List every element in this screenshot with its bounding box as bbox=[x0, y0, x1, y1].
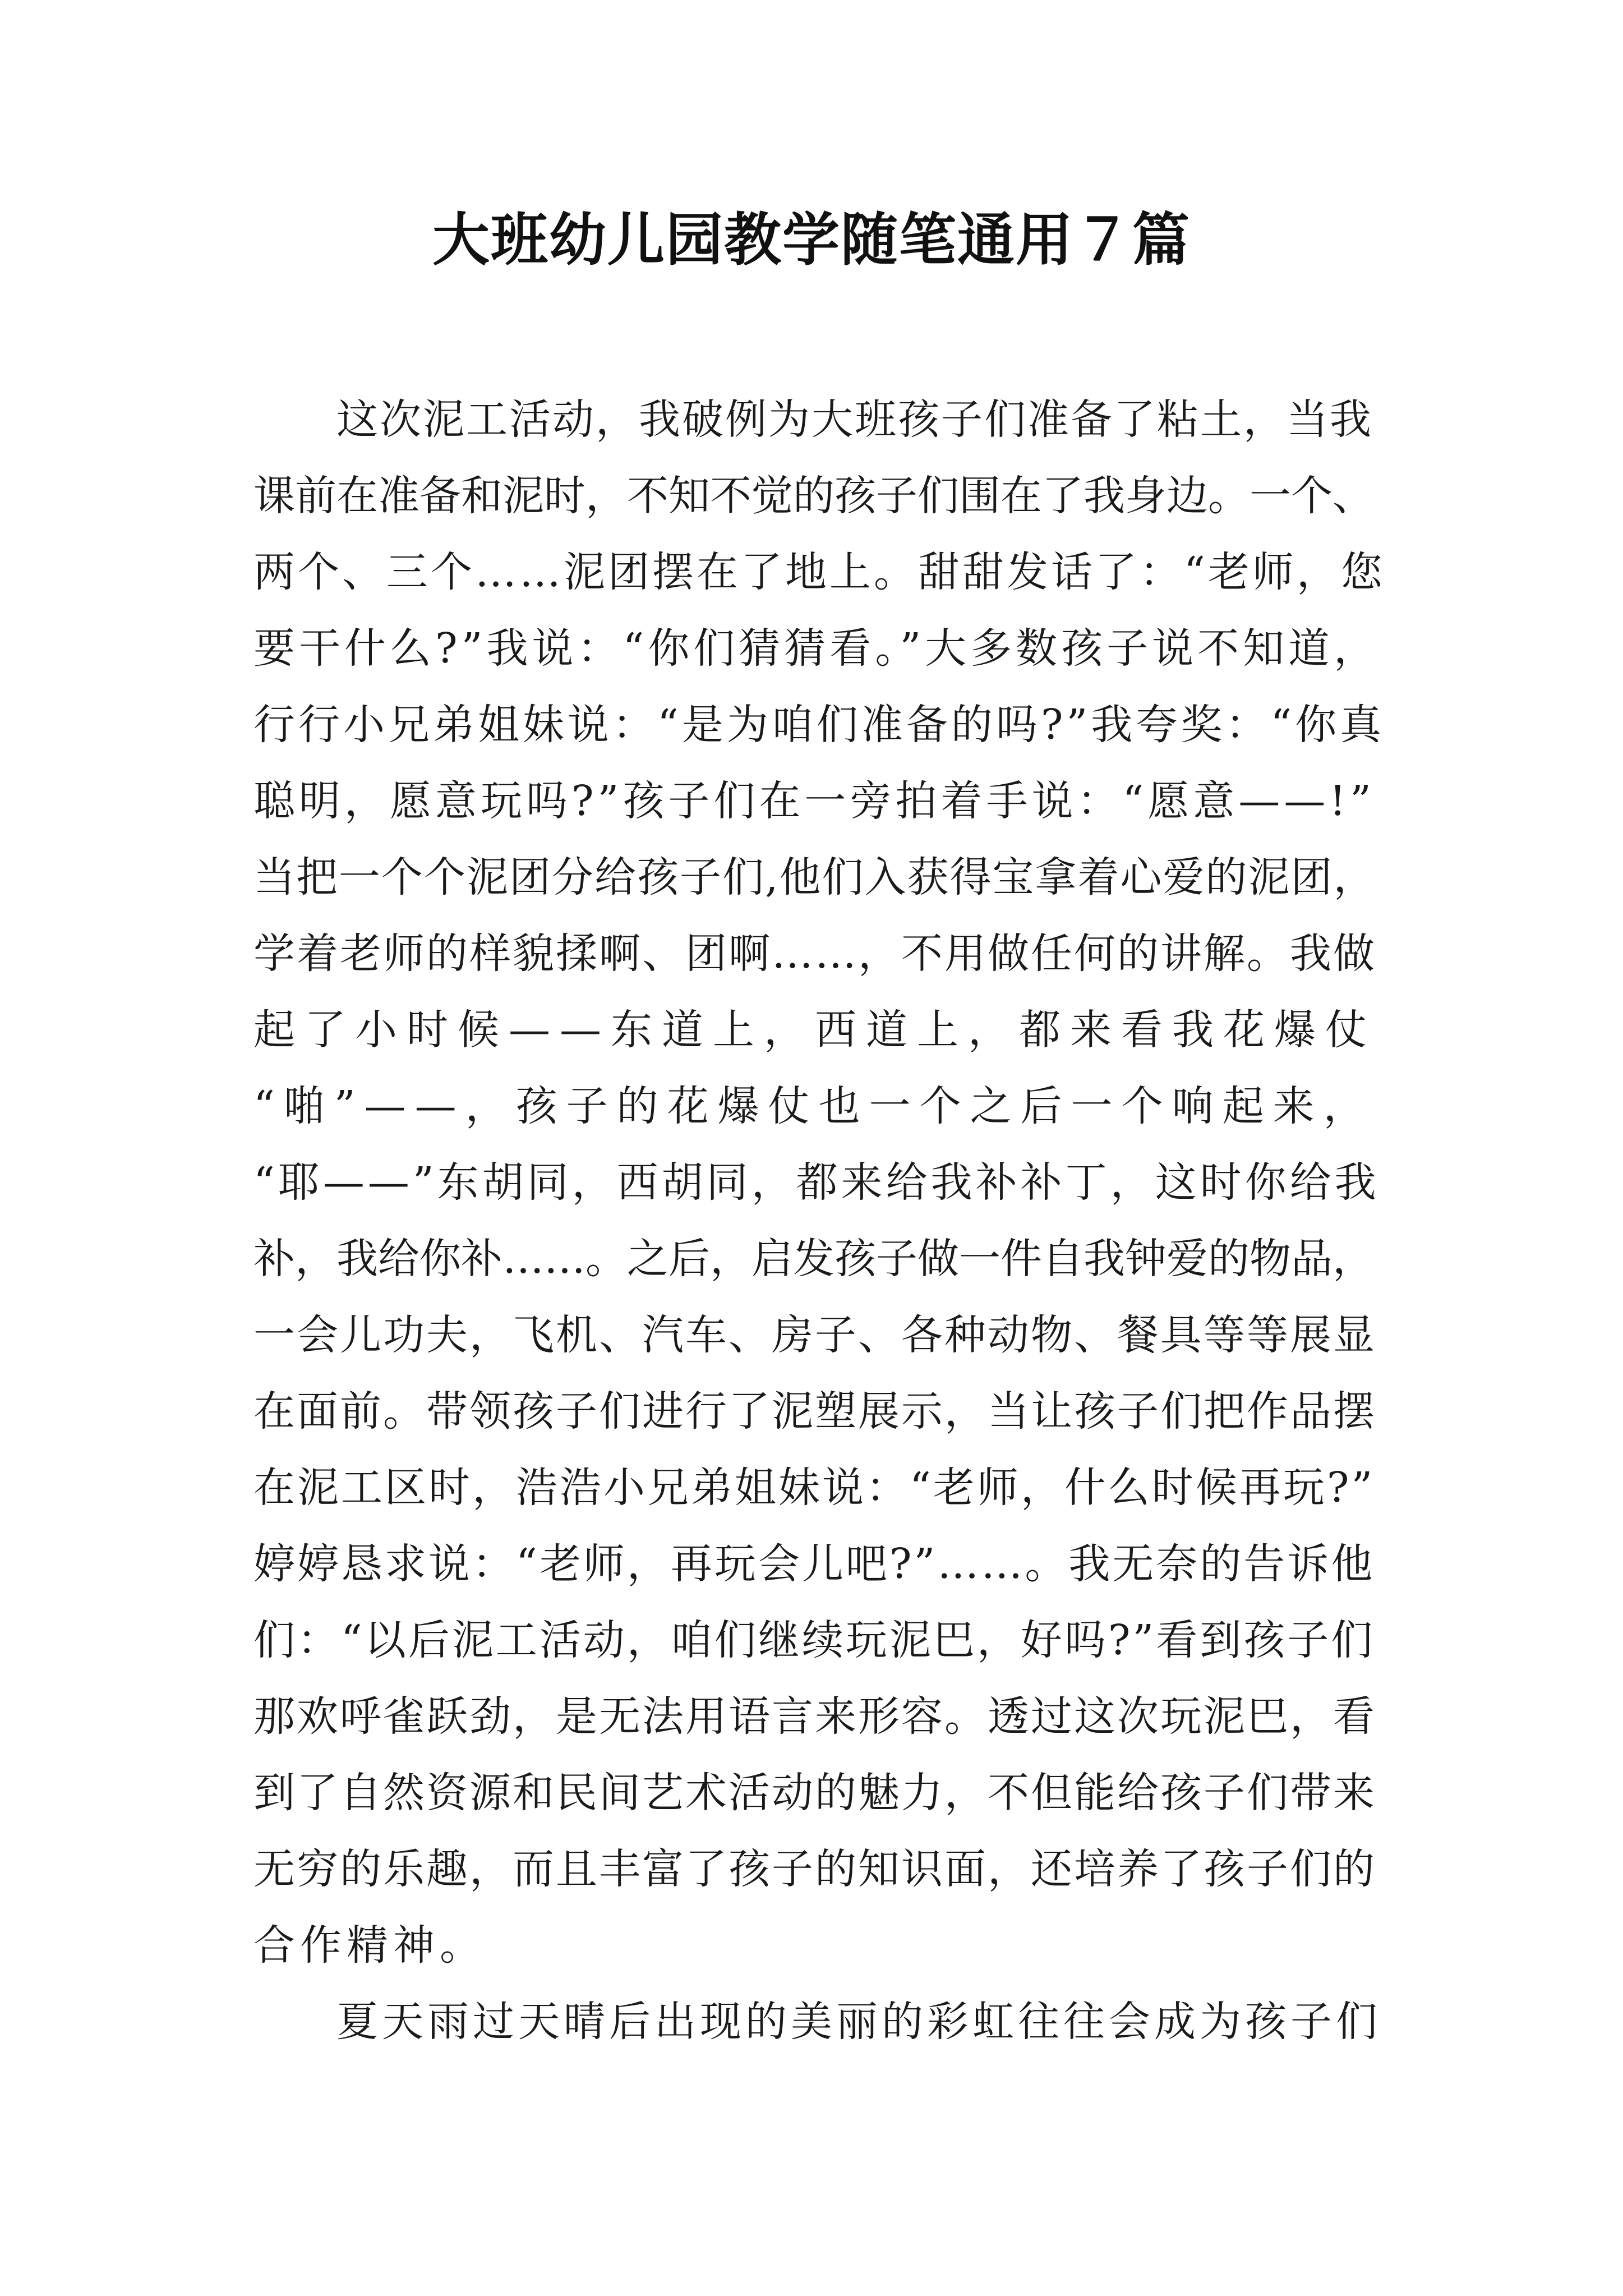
text-line: 那欢呼雀跃劲，是无法用语言来形容。透过这次玩泥巴，看 bbox=[253, 1692, 1376, 1741]
text-line: 课前在准备和泥时，不知不觉的孩子们围在了我身边。一个、 bbox=[253, 472, 1374, 520]
text-line: “啪”——，孩子的花爆仗也一个之后一个响起来， bbox=[253, 1082, 1374, 1130]
text-line: 婷婷恳求说：“老师，再玩会儿吧?”……。我无奈的告诉他 bbox=[253, 1540, 1375, 1588]
text-line: 起了小时候——东道上，西道上，都来看我花爆仗 bbox=[253, 1006, 1376, 1054]
text-line: “耶——”东胡同，西胡同，都来给我补补丁，这时你给我 bbox=[253, 1158, 1380, 1207]
text-line: 们：“以后泥工活动，咱们继续玩泥巴，好吗?”看到孩子们 bbox=[253, 1616, 1375, 1664]
text-line: 夏天雨过天晴后出现的美丽的彩虹往往会成为孩子们 bbox=[336, 1998, 1381, 2046]
text-line: 聪明，愿意玩吗?”孩子们在一旁拍着手说：“愿意——!” bbox=[253, 777, 1375, 825]
text-line: 要干什么?”我说：“你们猜猜看。”大多数孩子说不知道， bbox=[253, 624, 1380, 673]
text-line: 在面前。带领孩子们进行了泥塑展示，当让孩子们把作品摆 bbox=[253, 1387, 1376, 1435]
paragraph-1 bbox=[253, 381, 1385, 1984]
document-body bbox=[253, 381, 1385, 2060]
text-line: 补，我给你补……。之后，启发孩子做一件自我钟爱的物品， bbox=[253, 1235, 1374, 1283]
text-line: 这次泥工活动，我破例为大班孩子们准备了粘土，当我 bbox=[336, 395, 1373, 444]
text-line: 到了自然资源和民间艺术活动的魅力，不但能给孩子们带来 bbox=[253, 1769, 1376, 1817]
document-title: 大班幼儿园教学随笔通用７篇 bbox=[432, 206, 1191, 274]
text-line: 两个、三个……泥团摆在了地上。甜甜发话了：“老师，您 bbox=[253, 548, 1385, 596]
text-line: 合作精神。 bbox=[253, 1921, 486, 1970]
paragraph-2 bbox=[253, 1984, 1385, 2060]
text-line: 学着老师的样貌揉啊、团啊……，不用做任何的讲解。我做 bbox=[253, 930, 1376, 978]
text-line: 行行小兄弟姐妹说：“是为咱们准备的吗?”我夸奖：“你真 bbox=[253, 701, 1385, 749]
text-line: 在泥工区时，浩浩小兄弟姐妹说：“老师，什么时候再玩?” bbox=[253, 1464, 1375, 1512]
text-line: 无穷的乐趣，而且丰富了孩子的知识面，还培养了孩子们的 bbox=[253, 1845, 1376, 1893]
text-line: 一会儿功夫，飞机、汽车、房子、各种动物、餐具等等展显 bbox=[253, 1311, 1376, 1359]
text-line: 当把一个个泥团分给孩子们,他们入获得宝拿着心爱的泥团， bbox=[253, 853, 1376, 901]
